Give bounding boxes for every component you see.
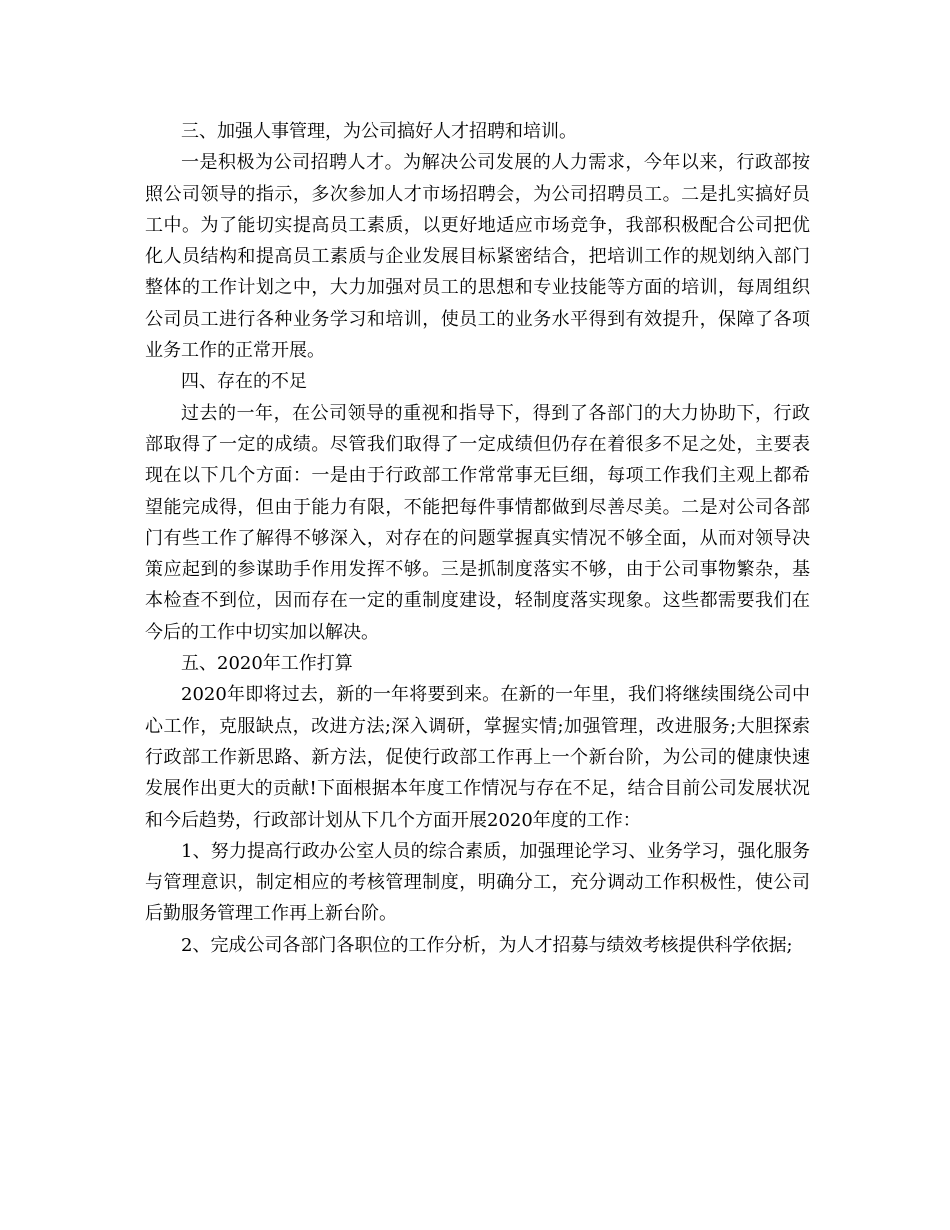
body-paragraph: 一是积极为公司招聘人才。为解决公司发展的人力需求，今年以来，行政部按照公司领导的指示，多次参加人才市场招聘会，为公司招聘员工。二是扎实搞好员工中。为了能切实提高员工素质，以更好地适应市场竞争，我部积极配合公司把优化人员结构和提高员工素质与企业发展目标紧密结合，把培训工作的规划纳入部门整体的工作计划之中，大力加强对员工的思想和专业技能等方面的培训，每周组织公司员工进行各种业务学习和培训，使员工的业务水平得到有效提升，保障了各项业务工作的正常开展。 — [145, 152, 810, 362]
list-item-2: 2、完成公司各部门各职位的工作分析，为人才招募与绩效考核提供科学依据; — [181, 934, 793, 956]
document-page — [145, 116, 810, 961]
section-heading-5: 五、2020年工作打算 — [181, 653, 353, 675]
section-heading-4: 四、存在的不足 — [181, 371, 307, 393]
body-paragraph: 2020年即将过去，新的一年将要到来。在新的一年里，我们将继续围绕公司中心工作，克服缺点，改进方法;深入调研，掌握实情;加强管理，改进服务;大胆探索行政部工作新思路、新方法，促使行政部工作再上一个新台阶，为公司的健康快速发展作出更大的贡献!下面根据本年度工作情况与存在不足，结合目前公司发展状况和今后趋势，行政部计划从下几个方面开展2020年度的工作： — [145, 684, 810, 831]
body-paragraph: 过去的一年，在公司领导的重视和指导下，得到了各部门的大力协助下，行政部取得了一定的成绩。尽管我们取得了一定成绩但仍存在着很多不足之处，主要表现在以下几个方面：一是由于行政部工作常常事无巨细，每项工作我们主观上都希望能完成得，但由于能力有限，不能把每件事情都做到尽善尽美。二是对公司各部门有些工作了解得不够深入，对存在的问题掌握真实情况不够全面，从而对领导决策应起到的参谋助手作用发挥不够。三是抓制度落实不够，由于公司事物繁杂，基本检查不到位，因而存在一定的重制度建设，轻制度落实现象。这些都需要我们在今后的工作中切实加以解决。 — [145, 402, 810, 643]
section-heading-3: 三、加强人事管理，为公司搞好人才招聘和培训。 — [181, 121, 577, 142]
list-item-1: 1、努力提高行政办公室人员的综合素质，加强理论学习、业务学习，强化服务与管理意识，制定相应的考核管理制度，明确分工，充分调动工作积极性，使公司后勤服务管理工作再上新台阶。 — [145, 840, 810, 925]
